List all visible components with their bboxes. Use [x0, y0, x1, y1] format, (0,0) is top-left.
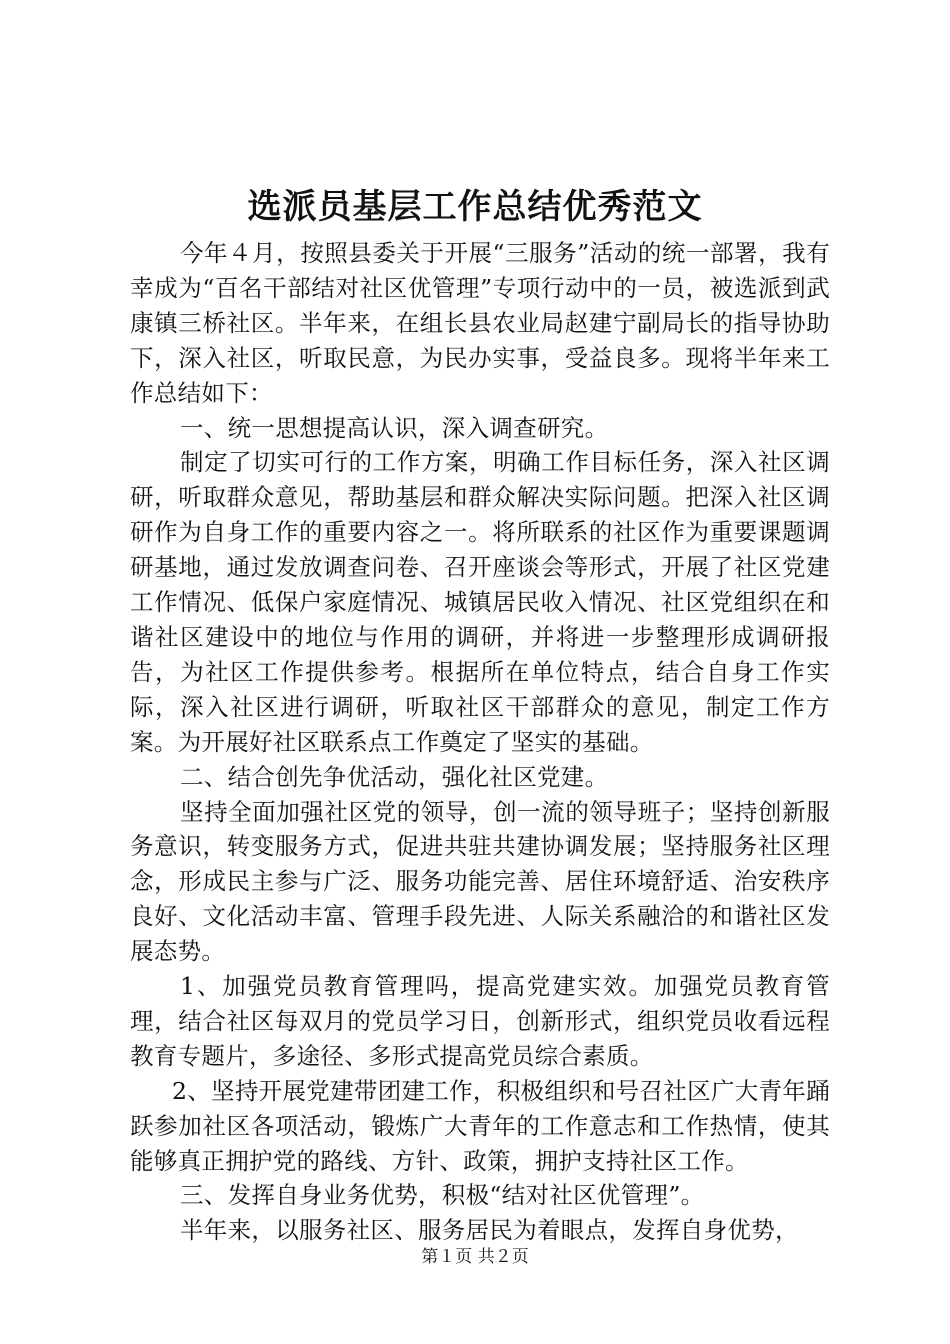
document-body [130, 236, 830, 1248]
paragraph-section-2: 坚持全面加强社区党的领导，创一流的领导班子；坚持创新服务意识，转变服务方式，促进共驻共建协调发展；坚持服务社区理念，形成民主参与广泛、服务功能完善、居住环境舒适、治安秩序良好、文化活动丰富、管理手段先进、人际关系融洽的和谐社区发展态势。 [130, 797, 830, 966]
paragraph-section-1: 制定了切实可行的工作方案，明确工作目标任务，深入社区调研，听取群众意见，帮助基层和群众解决实际问题。把深入社区调研作为自身工作的重要内容之一。将所联系的社区作为重要课题调研基地，通过发放调查问卷、召开座谈会等形式，开展了社区党建工作情况、低保户家庭情况、城镇居民收入情况、社区党组织在和谐社区建设中的地位与作用的调研，并将进一步整理形成调研报告，为社区工作提供参考。根据所在单位特点，结合自身工作实际，深入社区进行调研，听取社区干部群众的意见，制定工作方案。为开展好社区联系点工作奠定了坚实的基础。 [130, 448, 830, 756]
heading-section-1: 一、统一思想提高认识，深入调查研究。 [180, 413, 609, 442]
page-number-footer: 第１页 共２页 [421, 1247, 529, 1267]
paragraph-section-3: 半年来，以服务社区、服务居民为着眼点，发挥自身优势， [180, 1216, 799, 1245]
paragraph-intro: 今年４月，按照县委关于开展“三服务”活动的统一部署，我有幸成为“百名干部结对社区优管理”专项行动中的一员，被选派到武康镇三桥社区。半年来，在组长县农业局赵建宁副局长的指导协助下，深入社区，听取民意，为民办实事，受益良多。现将半年来工作总结如下： [130, 239, 830, 407]
heading-section-3: 三、发挥自身业务优势，积极“结对社区优管理”。 [180, 1181, 705, 1210]
heading-section-2: 二、结合创先争优活动，强化社区党建。 [180, 762, 609, 791]
document-title: 选派员基层工作总结优秀范文 [247, 187, 703, 227]
paragraph-item-2: 2、坚持开展党建带团建工作，积极组织和号召社区广大青年踊跃参加社区各项活动，锻炼广大青年的工作意志和工作热情，使其能够真正拥护党的路线、方针、政策，拥护支持社区工作。 [130, 1076, 830, 1175]
paragraph-item-1: 1、加强党员教育管理吗，提高党建实效。加强党员教育管理，结合社区每双月的党员学习日，创新形式，组织党员收看远程教育专题片，多途径、多形式提高党员综合素质。 [130, 972, 830, 1070]
